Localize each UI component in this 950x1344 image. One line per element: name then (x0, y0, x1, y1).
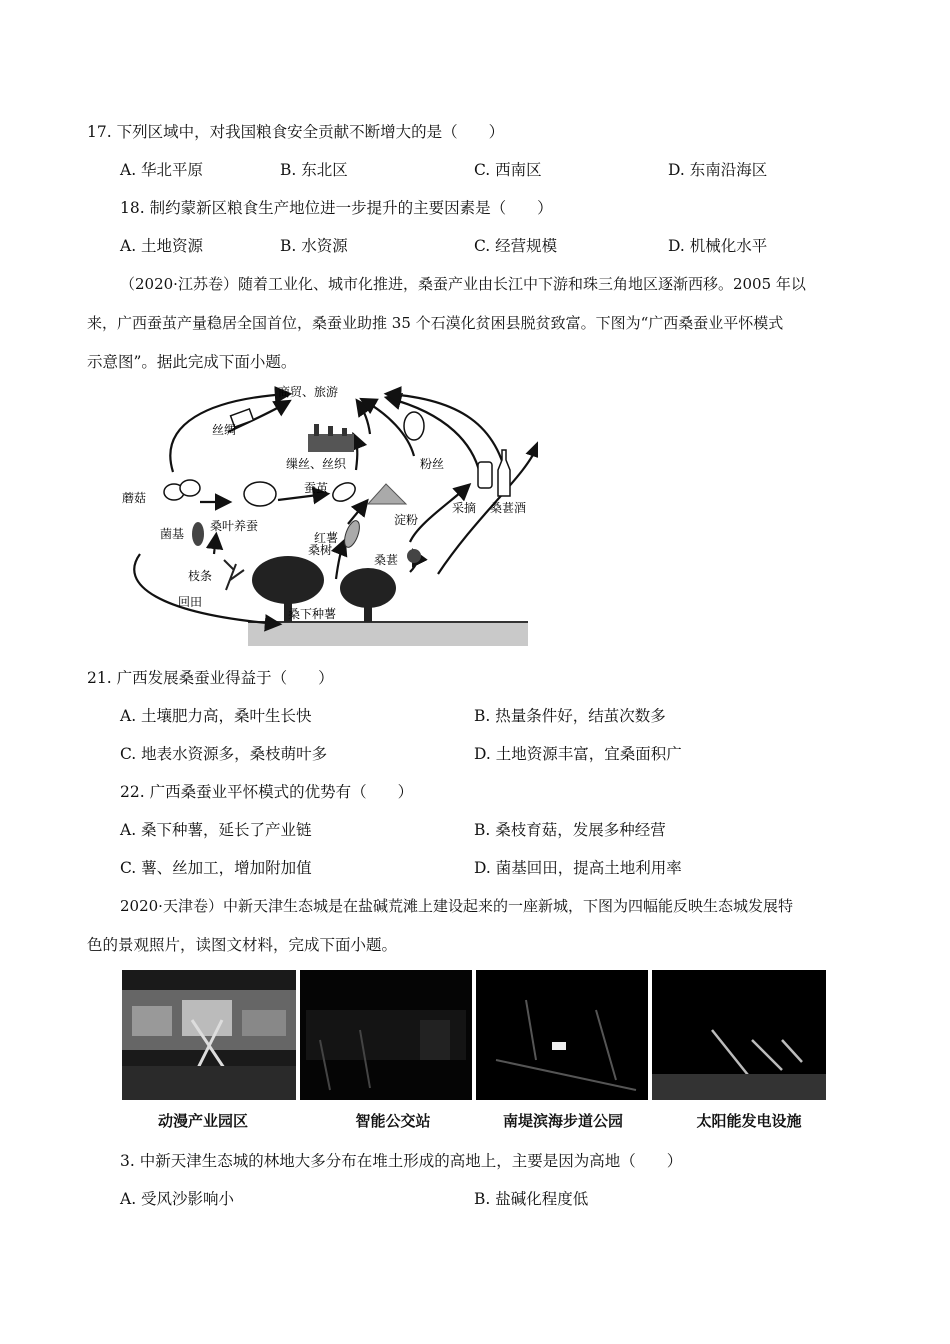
caption-embankment-park: 南堤滨海步道公园 (502, 1112, 623, 1130)
label-mulberry-tree: 桑树 (308, 543, 333, 557)
label-substrate: 菌基 (160, 527, 185, 541)
label-intercrop: 桑下种薯 (288, 607, 337, 621)
substrate-icon (192, 522, 204, 546)
silkworm-tray-icon (244, 482, 276, 506)
q21-option-a: A. 土壤肥力高，桑叶生长快 (120, 707, 312, 725)
q17-option-d: D. 东南沿海区 (668, 161, 768, 179)
q17-option-a: A. 华北平原 (120, 161, 204, 179)
photo-smart-bus-stop (300, 970, 472, 1100)
label-trade: 商贸、旅游 (278, 385, 339, 399)
noodles-icon (404, 412, 424, 440)
label-mulberry-wine: 桑葚酒 (490, 501, 527, 515)
q3-option-a: A. 受风沙影响小 (120, 1190, 235, 1208)
caption-animation-park: 动漫产业园区 (157, 1112, 248, 1130)
label-return-field: 回田 (178, 595, 203, 609)
photo-south-embankment-park (476, 970, 648, 1100)
label-reeling: 缫丝、丝织 (286, 457, 347, 471)
q18-option-c: C. 经营规模 (474, 237, 558, 255)
passage1-line-2: 来，广西蚕茧产量稳居全国首位，桑蚕业助推 35 个石漠化贫困县脱贫致富。下图为“广西桑蚕业平怀模式 (87, 314, 784, 332)
cocoon-icon (330, 479, 359, 505)
q22-option-c: C. 薯、丝加工，增加附加值 (120, 859, 312, 877)
q22-option-b: B. 桑枝育菇，发展多种经营 (474, 821, 666, 839)
photo-strip (122, 970, 826, 1100)
photo-animation-park (122, 970, 296, 1100)
factory-icon (308, 424, 354, 452)
label-cocoon: 蚕茧 (304, 481, 329, 495)
q21-option-b: B. 热量条件好，结茧次数多 (474, 707, 666, 725)
label-silkworm: 桑叶养蚕 (210, 519, 259, 533)
q18-stem: 18. 制约蒙新区粮食生产地位进一步提升的主要因素是（ ） (120, 199, 553, 217)
q17-option-c: C. 西南区 (474, 161, 542, 179)
q17-stem: 17. 下列区域中，对我国粮食安全贡献不断增大的是（ ） (87, 123, 505, 141)
q3-stem: 3. 中新天津生态城的林地大多分布在堆土形成的高地上，主要是因为高地（ ） (120, 1152, 683, 1170)
label-mulberry-fruit: 桑葚 (374, 553, 399, 567)
passage1-line-1: （2020·江苏卷）随着工业化、城市化推进，桑蚕产业由长江中下游和珠三角地区逐渐西移。2005 年以 (120, 275, 806, 293)
caption-solar-facility: 太阳能发电设施 (696, 1112, 802, 1130)
q21-stem: 21. 广西发展桑蚕业得益于（ ） (87, 669, 334, 687)
q18-option-a: A. 土地资源 (120, 237, 204, 255)
label-sweet-potato: 红薯 (314, 531, 339, 545)
q18-option-b: B. 水资源 (280, 237, 348, 255)
label-noodles: 粉丝 (420, 457, 445, 471)
mulberry-fruit-icon (407, 549, 421, 563)
label-mushroom: 蘑菇 (122, 491, 147, 505)
label-picking: 采摘 (452, 501, 477, 515)
q22-option-d: D. 菌基回田，提高土地利用率 (474, 859, 682, 877)
passage1-line-3: 示意图”。据此完成下面小题。 (87, 353, 297, 371)
q3-option-b: B. 盐碱化程度低 (474, 1190, 589, 1208)
passage2-line-1: 2020·天津卷）中新天津生态城是在盐碱荒滩上建设起来的一座新城，下图为四幅能反映生态城发展特 (120, 897, 793, 915)
mushroom-icon (164, 480, 200, 500)
label-silk-fabric: 丝绸 (212, 423, 237, 437)
mulberry-tree-right-icon (340, 568, 396, 622)
sweet-potato-icon (342, 519, 363, 549)
ground (248, 622, 528, 646)
branches-icon (224, 560, 244, 590)
q17-option-b: B. 东北区 (280, 161, 348, 179)
q21-option-c: C. 地表水资源多，桑枝萌叶多 (120, 745, 328, 763)
caption-smart-bus-stop: 智能公交站 (355, 1112, 431, 1130)
q18-option-d: D. 机械化水平 (668, 237, 768, 255)
can-icon (478, 462, 492, 488)
q22-option-a: A. 桑下种薯，延长了产业链 (120, 821, 312, 839)
photo-solar-facility (652, 970, 826, 1100)
starch-pile-icon (368, 484, 406, 504)
passage2-line-2: 色的景观照片，读图文材料，完成下面小题。 (87, 936, 398, 954)
label-branches: 枝条 (188, 569, 213, 583)
sericulture-diagram (118, 384, 538, 646)
q21-option-d: D. 土地资源丰富，宜桑面积广 (474, 745, 682, 763)
q22-stem: 22. 广西桑蚕业平怀模式的优势有（ ） (120, 783, 414, 801)
label-starch: 淀粉 (394, 513, 419, 527)
